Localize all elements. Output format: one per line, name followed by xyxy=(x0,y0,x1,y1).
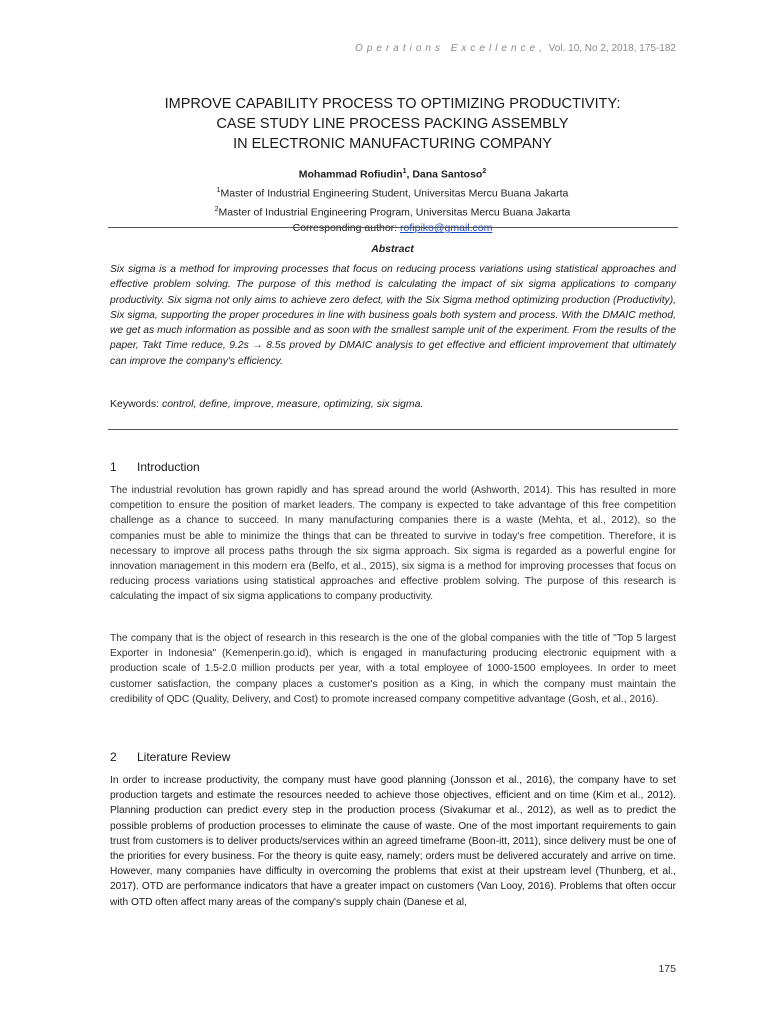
affiliation-2 xyxy=(110,202,675,221)
section-heading-literature-review xyxy=(110,750,230,764)
section-title: Literature Review xyxy=(137,750,231,764)
journal-citation: Vol. 10, No 2, 2018, 175-182 xyxy=(545,43,676,54)
email-link[interactable]: rofipiko@gmail.com xyxy=(400,222,493,234)
literature-paragraph-1: In order to increase productivity, the company must have good planning (Jonsson et al., 2016), the company have to set production targets and estimate the resources needed to achieve those objectives, efficient and on time (Kim et al., 2012). Planning production can predict every step in the production process (Sivakumar et al., 2012), as well as to predict the possible problems of production processes to eliminate the cause of waste. One of the most important requirements to gain trust from customers is to deliver products/services within an agreed timeframe (Boon-itt, 2011), since delivery must be one of the priorities for every business. For the theory is quite easy, namely; orders must be delivered accurately and arrive on time. However, many companies have difficulty in overcoming the problems that exist at their upstream level (Thunberg, et al., 2017). OTD are performance indicators that have a greater impact on customers (Van Looy, 2016). Problems that often occur with OTD often affect many areas of the company's supply chain (Danese et al, xyxy=(110,775,676,908)
corresponding-author xyxy=(110,221,675,237)
author-1: Mohammad Rofiudin xyxy=(298,168,403,181)
author-names xyxy=(110,164,675,183)
author-2-sup: 2 xyxy=(482,168,487,175)
journal-name: Operations Excellence, xyxy=(355,43,546,54)
title-line-3: IN ELECTRONIC MANUFACTURING COMPANY xyxy=(233,136,552,152)
affiliation-1 xyxy=(110,183,675,202)
affiliation-2-sup: 2 xyxy=(214,206,219,213)
keywords-values: control, define, improve, measure, optimizing, six sigma. xyxy=(161,398,424,410)
running-header xyxy=(355,43,676,54)
author-2: Dana Santoso xyxy=(412,168,483,181)
section-number: 1 xyxy=(110,460,117,474)
title-line-1: IMPROVE CAPABILITY PROCESS TO OPTIMIZING PRODUCTIVITY: xyxy=(164,96,621,112)
corresponding-label: Corresponding author: xyxy=(292,222,401,234)
section-number: 2 xyxy=(110,750,117,764)
affiliation-2-text: Master of Industrial Engineering Program, Universitas Mercu Buana Jakarta xyxy=(218,206,571,219)
section-title: Introduction xyxy=(137,460,200,474)
keywords xyxy=(110,398,676,410)
rule-bottom xyxy=(108,429,678,430)
title-line-2: CASE STUDY LINE PROCESS PACKING ASSEMBLY xyxy=(216,116,569,132)
paper-title xyxy=(110,94,675,154)
intro-paragraph-2: The company that is the object of research in this research is the one of the global companies with the title of "Top 5 largest Exporter in Indonesia" (Kemenperin.go.id), which is engaged in manufacturing producing electronic equipment with a production scale of 1.5-2.0 million products per year, with a total employee of 1000-1500 employees. In order to meet customer satisfaction, the company places a customer's position as a King, in which the company must maintain the credibility of QDC (Quality, Delivery, and Cost) to promote increased company competitive advantage (Gosh, et al., 2016). xyxy=(110,633,676,705)
author-1-sup: 1 xyxy=(402,168,407,175)
abstract-text: Six sigma is a method for improving processes that focus on reducing process variations using statistical approaches and effective problem solving. The purpose of this method is calculating the impact of six sigma applications to company productivity. Six sigma not only aims to achieve zero defect, with the Six Sigma method optimizing production (Productivity), Six sigma, supporting the proper procedures in line with business goals both system and process. With the DMAIC method, we get as much information as possible and as soon with the smallest sample unit of the experiment. From the results of the paper, Takt Time reduce, 9.2s → 8.5s proved by DMAIC analysis to get effective and efficient improvement that ultimately can improve the company's efficiency. xyxy=(110,264,676,367)
author-block xyxy=(110,164,675,237)
section-heading-introduction xyxy=(110,460,200,474)
rule-top xyxy=(108,227,678,228)
page-number: 175 xyxy=(658,963,676,975)
abstract-heading: Abstract xyxy=(371,243,414,255)
intro-paragraph-1: The industrial revolution has grown rapidly and has spread around the world (Ashworth, 2014). This has resulted in more competition to ensure the position of market leaders. The company is expected to take advantage of this free competition challenge as a chance to succeed. In many manufacturing companies there is a waste (Mehta, et al., 2012), so the companies must be able to minimize the things that can be threated to survive in today's free competition. Therefore, it is necessary to improve all process paths through the six sigma approach. Six sigma is regarded as a powerful engine for innovation management in this modern era (Belfo, et al., 2015), six sigma is a method for improving processes that focus on reducing process variations using statistical approaches and effective problem solving. The purpose of this research is calculating the impact of six sigma applications to company productivity. xyxy=(110,485,676,603)
affiliation-1-text: Master of Industrial Engineering Student, Universitas Mercu Buana Jakarta xyxy=(220,187,569,200)
keywords-label: Keywords: xyxy=(110,398,162,410)
author-separator: , xyxy=(406,168,413,181)
affiliation-1-sup: 1 xyxy=(216,187,221,194)
